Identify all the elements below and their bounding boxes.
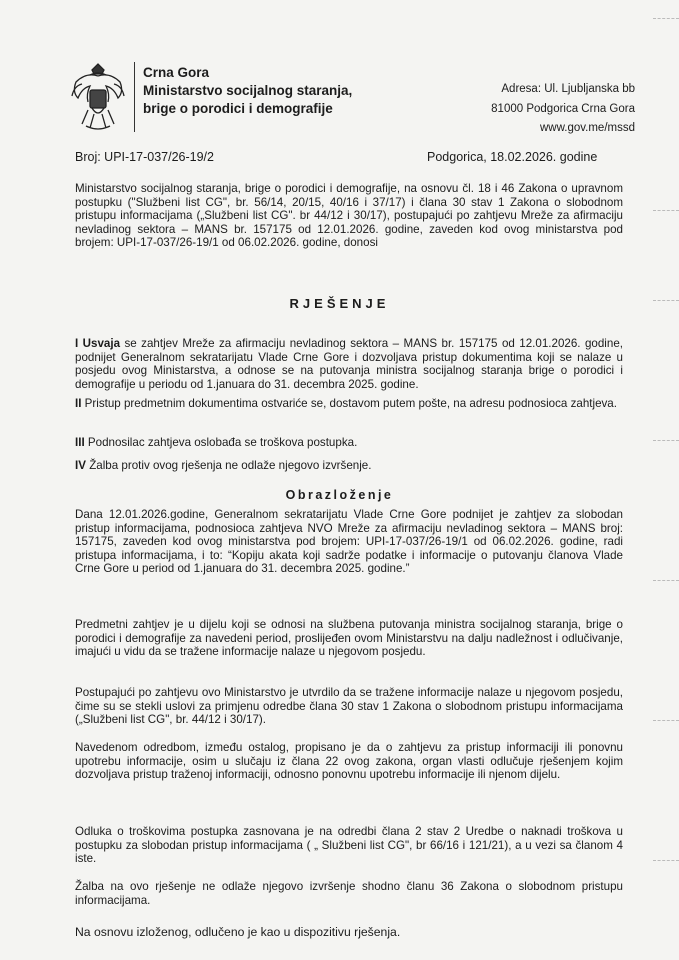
document-title: RJEŠENJE — [289, 296, 390, 311]
decision-item-1 — [75, 337, 623, 391]
reasoning-paragraph: Odluka o troškovima postupka zasnovana je na odredbi člana 2 stav 2 Uredbe o naknadi troškova u postupku za slobodan pristup informacijama ( „ Službeni list CG", br 66/16 i 121/21), a u vezi sa članom 4 iste. — [75, 825, 623, 866]
address-block — [415, 80, 635, 139]
reasoning-paragraph: Žalba na ovo rješenje ne odlaže njegovo izvršenje shodno članu 36 Zakona o slobodnom pristupu informacijama. — [75, 880, 623, 907]
reasoning-paragraph: Postupajući po zahtjevu ovo Ministarstvo je utvrdilo da se tražene informacije nalaze u njegovom posjedu, čime su se stekli uslovi za primjenu odredbe člana 30 stav 1 Zakona o slobodnom pristupu informacijama („Službeni list CG", br. 44/12 i 30/17). — [75, 686, 623, 727]
decision-item-2-lead: II — [75, 397, 82, 410]
address-street: Adresa: Ul. Ljubljanska bb — [501, 83, 635, 95]
decision-item-1-text: se zahtjev Mreže za afirmaciju nevladinog sektora – MANS br. 157175 od 12.01.2026. godine, podnijet Generalnom sekratarijatu Vlade Crne Gore i dozvoljava pristup dokumentima koji se nalaze u posjedu ovog Ministarstva, a odnose se na putovanja ministra socijalnog staranja brige o porodici i demografije u periodu od 1.januara do 31. decembra 2025. godine. — [75, 337, 623, 391]
decision-item-4-lead: IV — [75, 459, 86, 472]
decision-item-2 — [75, 397, 623, 411]
decision-item-3-lead: III — [75, 436, 85, 449]
scan-mark — [653, 210, 679, 211]
decision-item-4 — [75, 459, 623, 473]
intro-paragraph: Ministarstvo socijalnog staranja, brige o porodici i demografije, na osnovu čl. 18 i 46 Zakona o upravnom postupku ("Službeni list CG", br. 56/14, 20/15, 40/16 i 37/17) i člana 30 stav 1 Zakona o slobodnom pristupu informacijama („Službeni list CG". br 44/12 i 30/17), postupajući po zahtjevu Mreže za afirmaciju nevladinog sektora – MANS br. 157175 od 12.01.2026. godine, zaveden kod ovog ministarstva pod brojem: UPI-17-037/26-19/1 od 06.02.2026. godine, donosi — [75, 182, 623, 250]
reference-number: Broj: UPI-17-037/26-19/2 — [75, 150, 214, 164]
reasoning-paragraph: Navedenom odredbom, između ostalog, propisano je da o zahtjevu za pristup informaciji ili ponovnu upotrebu informacije, osim u slučaju iz člana 22 ovog zakona, organ vlasti odlučuje rješenjem kojim dozvoljava pristup traženoj informaciji, odnosno ponovnu upotrebu informacije ili njenom dijelu. — [75, 741, 623, 782]
scan-mark — [653, 300, 679, 301]
organization-name — [143, 64, 383, 118]
scan-mark — [653, 18, 679, 19]
closing-paragraph: Na osnovu izloženog, odlučeno je kao u dispozitivu rješenja. — [75, 925, 401, 939]
reasoning-title: Obrazloženje — [285, 488, 394, 502]
decision-item-3 — [75, 436, 623, 450]
montenegro-coat-of-arms-icon — [68, 62, 128, 134]
decision-item-4-text: Žalba protiv ovog rješenja ne odlaže njegovo izvršenje. — [85, 459, 372, 472]
address-website: www.gov.me/mssd — [539, 122, 635, 134]
decision-item-2-text: Pristup predmetnim dokumentima ostvariće se, dostavom putem pošte, na adresu podnosioca zahtjeva. — [81, 397, 617, 410]
reasoning-paragraph: Dana 12.01.2026.godine, Generalnom sekratarijatu Vlade Crne Gore podnijet je zahtjev za slobodan pristup informacijama, podnosioca zahtjeva NVO Mreže za afirmaciju nevladinog sektora – MANS broj: 157175, zaveden kod ovog ministarstva pod brojem: UPI-17-037/26-19/1 od 06.02.2026. godine, radi pristupa informacijama, i to: “Kopiju akata koji sadrže podatke i informacije o putovanju članova Vlade Crne Gore u period od 1.januara do 31. decembra 2025. godine.” — [75, 508, 623, 576]
scan-mark — [653, 440, 679, 441]
address-city: 81000 Podgorica Crna Gora — [491, 102, 635, 115]
reasoning-paragraph: Predmetni zahtjev je u dijelu koji se odnosi na službena putovanja ministra socijalnog staranja, brige o porodici i demografije za navedeni period, proslijeđen ovom Ministarstvu na dalju nadležnost i odlučivanje, imajući u vidu da se tražene informacije nalaze u njegovom posjedu. — [75, 618, 623, 659]
decision-item-3-text: Podnosilac zahtjeva oslobađa se troškova postupka. — [84, 436, 358, 449]
org-country: Crna Gora — [143, 65, 210, 80]
document-date: Podgorica, 18.02.2026. godine — [427, 150, 598, 164]
scan-edge-marks — [649, 0, 679, 960]
org-ministry-line1: Ministarstvo socijalnog staranja, — [143, 83, 353, 98]
decision-item-1-lead: I Usvaja — [75, 337, 121, 350]
org-ministry-line2: brige o porodici i demografije — [143, 101, 333, 116]
header-divider — [134, 62, 135, 132]
scan-mark — [653, 860, 679, 861]
scan-mark — [653, 580, 679, 581]
scan-mark — [653, 720, 679, 721]
